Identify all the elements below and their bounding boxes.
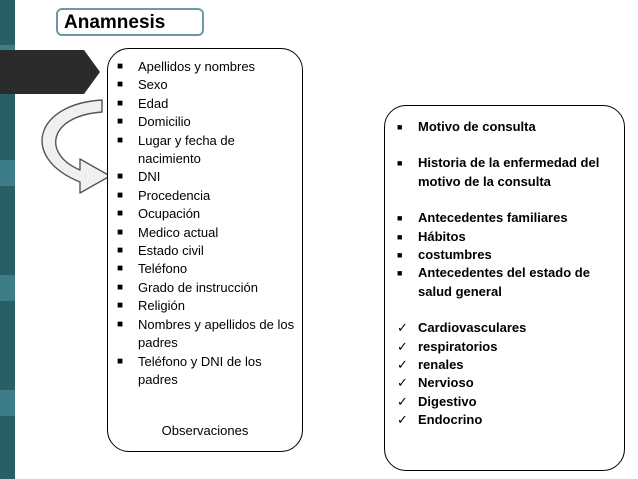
list-item-label: DNI [138,169,161,185]
list-item-label: respiratorios [418,338,498,354]
check-mark-icon: ✓ [397,393,408,409]
square-bullet-icon: ■ [117,171,124,183]
list-item-label: Nombres y apellidos de los padres [138,316,295,351]
list-item [397,374,617,392]
list-item [117,224,297,242]
list-item-label: Sexo [138,77,168,93]
list-item-label: Estado civil [138,243,204,259]
sidebar-stripe [0,160,15,186]
arrow-tab-shape [0,50,100,94]
list-item [397,154,617,191]
list-item-label: Digestivo [418,393,477,409]
check-mark-icon: ✓ [397,375,408,391]
square-bullet-icon: ■ [117,318,124,330]
square-bullet-icon: ■ [117,116,124,128]
list-item-label: Hábitos [418,228,466,244]
clinical-history-list [397,118,617,430]
list-item [397,246,617,264]
list-item-label: costumbres [418,247,492,263]
list-item-label: Apellidos y nombres [138,59,256,74]
square-bullet-icon: ■ [117,189,124,201]
square-bullet-icon: ■ [397,250,403,261]
list-item-label: Historia de la enfermedad del motivo de la consulta [418,155,600,189]
list-item [397,338,617,356]
list-item [397,228,617,246]
list-item-label: Cardiovasculares [418,320,527,336]
list-item-label: Ocupación [138,206,201,222]
square-bullet-icon: ■ [397,158,403,169]
square-bullet-icon: ■ [117,208,124,220]
list-item [397,319,617,337]
list-item-label: Teléfono y DNI de los padres [138,353,262,387]
list-item [117,132,297,169]
check-mark-icon: ✓ [397,412,408,428]
list-item [117,58,297,76]
sidebar-stripe [0,390,15,416]
list-item [117,316,297,353]
list-item [117,187,297,205]
clinical-history-box [384,105,625,471]
list-item-label: Motivo de consulta [418,119,536,134]
list-item [117,95,297,113]
list-item-label: Procedencia [138,187,211,203]
list-item-label: Lugar y fecha de nacimiento [138,132,235,167]
patient-data-box [107,48,303,452]
list-item-label: Medico actual [138,224,219,240]
square-bullet-icon: ■ [117,355,124,367]
list-item [397,356,617,374]
title-box [56,8,204,36]
list-item [117,297,297,315]
list-item [117,279,297,297]
list-item [117,113,297,131]
patient-data-list [117,58,297,389]
curved-arrow-icon [18,96,113,196]
list-item [117,168,297,186]
check-mark-icon: ✓ [397,320,408,336]
list-item-label: renales [418,357,464,373]
square-bullet-icon: ■ [117,79,124,91]
square-bullet-icon: ■ [117,226,124,238]
square-bullet-icon: ■ [397,268,403,279]
list-item-label: Religión [138,298,185,314]
list-item-label: Antecedentes familiares [418,210,568,226]
check-mark-icon: ✓ [397,357,408,373]
square-bullet-icon: ■ [117,281,124,293]
sidebar-stripe [0,275,15,301]
list-item [117,205,297,223]
list-item-label: Edad [138,95,169,111]
list-item-label: Grado de instrucción [138,279,258,295]
list-item [117,76,297,94]
square-bullet-icon: ■ [397,213,403,224]
list-item-label: Antecedentes del estado de salud general [418,265,590,299]
list-item [397,118,617,136]
square-bullet-icon: ■ [117,97,124,109]
square-bullet-icon: ■ [397,231,403,242]
square-bullet-icon: ■ [117,263,124,275]
check-mark-icon: ✓ [397,338,408,354]
observaciones-label: Observaciones [161,423,249,438]
list-item [397,264,617,301]
square-bullet-icon: ■ [117,300,124,312]
square-bullet-icon: ■ [117,61,124,72]
list-item [397,209,617,227]
list-item-label: Endocrino [418,412,483,428]
list-item [117,242,297,260]
list-item [397,393,617,411]
page-title: Anamnesis [64,12,166,33]
square-bullet-icon: ■ [117,134,124,146]
list-item [117,260,297,278]
list-item [397,411,617,429]
list-item-label: Domicilio [138,114,191,130]
square-bullet-icon: ■ [397,122,403,132]
square-bullet-icon: ■ [117,245,124,257]
list-item-label: Teléfono [138,261,188,277]
list-item [117,353,297,390]
list-item-label: Nervioso [418,375,474,391]
